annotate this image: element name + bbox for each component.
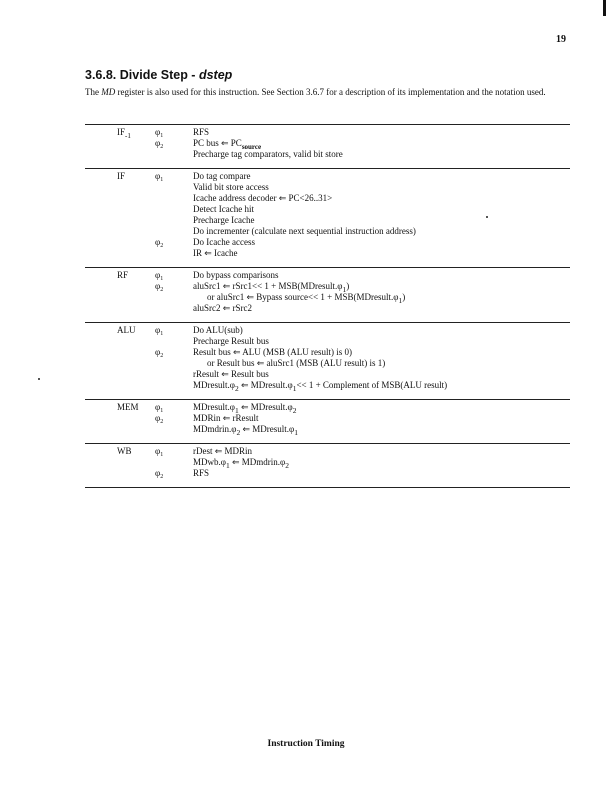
phase-1: $\varphi_1$ [155,402,164,414]
action-line: $MDresult.\varphi_1$ ⇐ $MDresult.\varphi_2$ [193,402,297,415]
action-line: Do tag compare [193,171,251,181]
action-line: Precharge tag comparators, valid bit store [193,149,343,159]
action-line: Do bypass comparisons [193,270,279,280]
action-line: Valid bit store access [193,182,269,192]
page-number: 19 [556,34,566,45]
section-title: Divide Step - [119,68,199,82]
action-line: aluSrc2 ⇐ rSrc2 [193,303,253,313]
action-line: $MDwb.\varphi_1$ ⇐ $MDmdrin.\varphi_2$ [193,457,289,470]
action-line: Do Icache access [193,237,255,247]
stage-if-minus-1 [85,124,570,168]
phase-1: $\varphi_1$ [155,270,164,282]
stage-alu [85,322,570,399]
phase-2: $\varphi_2$ [155,347,164,359]
action-line: $MDmdrin.\varphi_2$ ⇐ $MDresult.\varphi_1$ [193,424,298,437]
action-line: Do incrementer (calculate next sequential instruction address) [193,226,416,236]
phase-2: $\varphi_2$ [155,138,164,150]
action-line: MDRin ⇐ rResult [193,413,259,423]
stray-mark-left [38,378,40,380]
action-line: Detect Icache hit [193,204,254,214]
action-line: rResult ⇐ Result bus [193,369,269,379]
stage-wb [85,443,570,488]
intro-paragraph [85,84,575,100]
phase-2: $\varphi_2$ [155,468,164,480]
stage-label: RF [117,270,129,280]
action-line: RFS [193,127,210,137]
page-footer: Instruction Timing [267,739,345,749]
action-line: $MDresult.\varphi_2$ ⇐ $MDresult.\varphi_1<< 1$ + Complement of MSB(ALU result) [193,380,448,393]
phase-2: $\varphi_2$ [155,413,164,425]
stage-mem [85,399,570,443]
instruction-mnemonic: dstep [198,68,233,82]
action-line: Result bus ⇐ ALU (MSB (ALU result) is 0) [193,347,353,357]
section-number: 3.6.8. [85,68,117,82]
phase-2: $\varphi_2$ [155,281,164,293]
phase-1: $\varphi_1$ [155,446,164,458]
intro-before: The [85,87,102,97]
action-line: or Result bus ⇐ aluSrc1 (MSB (ALU result) is 1) [207,358,386,368]
intro-register: MD [101,87,116,97]
phase-1: $\varphi_1$ [155,325,164,337]
phase-1: $\varphi_1$ [155,127,164,139]
action-line: RFS [193,468,210,478]
stage-rf [85,267,570,322]
phase-2: $\varphi_2$ [155,237,164,249]
stage-label: ALU [117,325,136,335]
stage-label: MEM [117,402,139,412]
stage-if [85,168,570,267]
action-line: aluSrc1 ⇐ rSrc1<< $1 + MSB(MDresult.\varphi_1)$ [193,281,350,294]
action-line: Precharge Result bus [193,336,269,346]
action-line: Icache address decoder ⇐ PC<26..31> [193,193,333,203]
phase-1: $\varphi_1$ [155,171,164,183]
page-corner-mark [603,0,606,16]
action-line: IR ⇐ Icache [193,248,238,258]
stage-label: $IF_{-1}$ [117,127,131,140]
action-line: Precharge Icache [193,215,255,225]
action-line: or aluSrc1 ⇐ Bypass source<< $1 + MSB(MDresult.\varphi_1)$ [207,292,406,305]
stray-mark-right [486,216,488,218]
intro-after: register is also used for this instruction. See Section 3.6.7 for a description of its implementation and the notation used. [115,87,546,97]
action-line: rDest ⇐ MDRin [193,446,253,456]
timing-table [85,124,570,488]
action-line: PC bus ⇐ $PC_{source}$ [193,138,262,151]
stage-label: WB [117,446,132,456]
action-line: Do ALU(sub) [193,325,243,335]
stage-label: IF [117,171,126,181]
section-heading [85,68,232,82]
